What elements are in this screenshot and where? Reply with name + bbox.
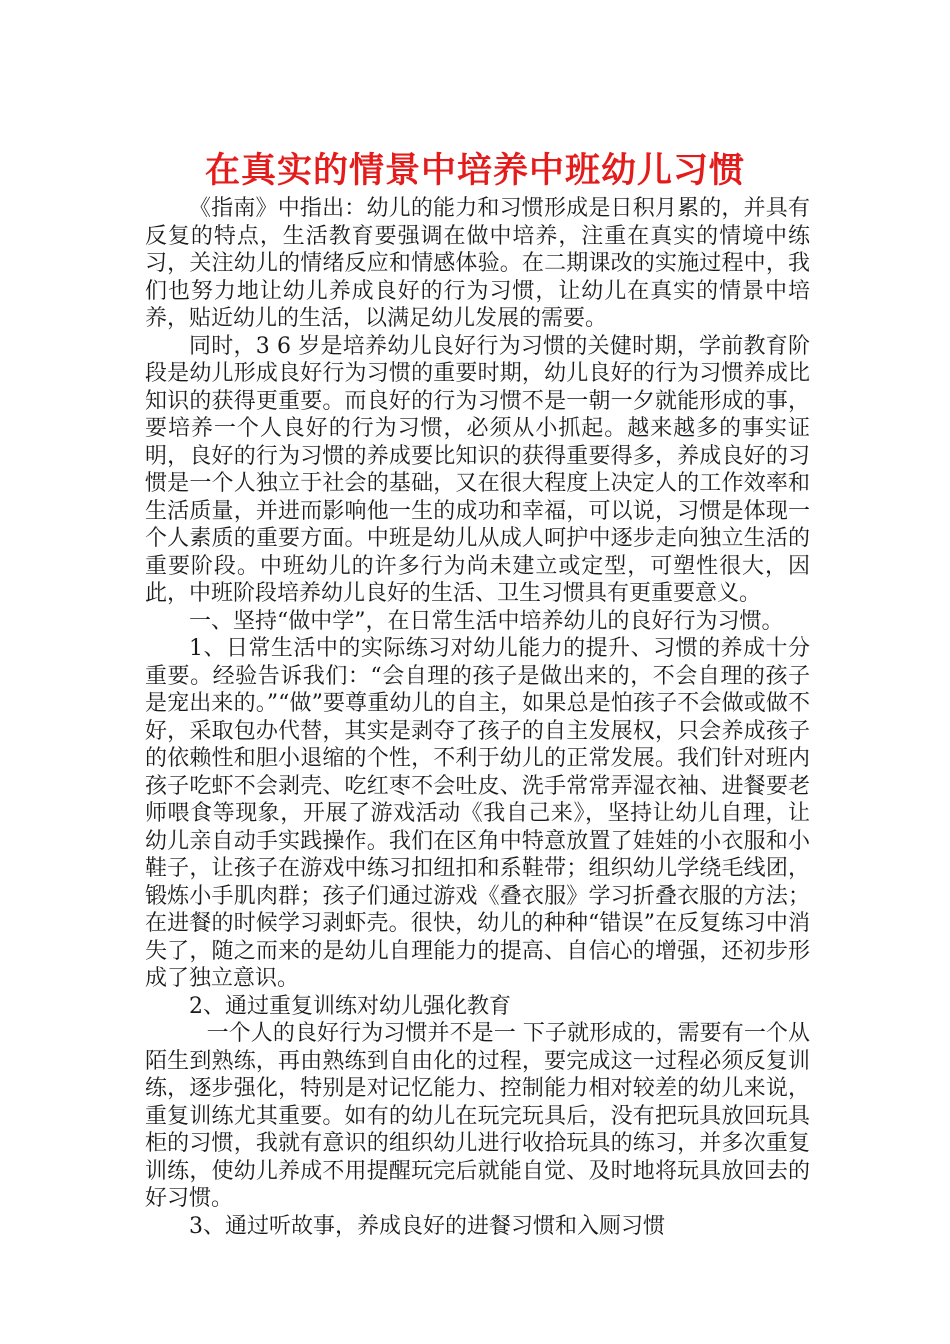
- paragraph-importance: 同时，3 6 岁是培养幼儿良好行为习惯的关健时期，学前教育阶段是幼儿形成良好行为习惯的重要时期，幼儿良好的行为习惯养成比知识的获得更重要。而良好的行为习惯不是一朝一夕就能形成的事，要培养一个人良好的行为习惯，必须从小抓起。越来越多的事实证明，良好的行为习惯的养成要比知识的获得重要得多，养成良好的习惯是一个人独立于社会的基础，又在很大程度上决定人的工作效率和生活质量，并进而影响他一生的成功和幸福，可以说，习惯是体现一个人素质的重要方面。中班是幼儿从成人呵护中逐步走向独立生活的重要阶段。中班幼儿的许多行为尚未建立或定型，可塑性很大，因此，中班阶段培养幼儿良好的生活、卫生习惯具有更重要意义。: [145, 333, 810, 606]
- document-title: 在真实的情景中培养中班幼儿习惯: [204, 150, 745, 191]
- paragraph-intro: 《指南》中指出：幼儿的能力和习惯形成是日积月累的，并具有反复的特点，生活教育要强调在做中培养，注重在真实的情境中练习，关注幼儿的情绪反应和情感体验。在二期课改的实施过程中，我们也努力地让幼儿养成良好的行为习惯，让幼儿在真实的情景中培养，贴近幼儿的生活，以满足幼儿发展的需要。: [145, 196, 810, 331]
- paragraph-repetition: 一个人的良好行为习惯并不是一 下子就形成的，需要有一个从陌生到熟练，再由熟练到自由化的过程，要完成这一过程必须反复训练，逐步强化，特别是对记忆能力、控制能力相对较差的幼儿来说，重复训练尤其重要。如有的幼儿在玩完玩具后，没有把玩具放回玩具柜的习惯，我就有意识的组织幼儿进行收拾玩具的练习，并多次重复训练，使幼儿养成不用提醒玩完后就能自觉、及时地将玩具放回去的好习惯。: [145, 1021, 810, 1211]
- subheading-stories: 3、通过听故事，养成良好的进餐习惯和入厕习惯: [189, 1213, 665, 1239]
- document-body: [145, 195, 810, 1240]
- paragraph-practice: 1、日常生活中的实际练习对幼儿能力的提升、习惯的养成十分重要。经验告诉我们：“会自理的孩子是做出来的，不会自理的孩子是宠出来的。”“做”要尊重幼儿的自主，如果总是怕孩子不会做或做不好，采取包办代替，其实是剥夺了孩子的自主发展权，只会养成孩子的依赖性和胆小退缩的个性，不利于幼儿的正常发展。我们针对班内孩子吃虾不会剥壳、吃红枣不会吐皮、洗手常常弄湿衣袖、进餐要老师喂食等现象，开展了游戏活动《我自己来》，坚持让幼儿自理，让幼儿亲自动手实践操作。我们在区角中特意放置了娃娃的小衣服和小鞋子，让孩子在游戏中练习扣纽扣和系鞋带；组织幼儿学绕毛线团，锻炼小手肌肉群；孩子们通过游戏《叠衣服》学习折叠衣服的方法；在进餐的时候学习剥虾壳。很快，幼儿的种种“错误”在反复练习中消失了，随之而来的是幼儿自理能力的提高、自信心的增强，还初步形成了独立意识。: [145, 636, 810, 991]
- subheading-repetition: 2、通过重复训练对幼儿强化教育: [189, 993, 511, 1019]
- section-heading-1: 一、坚持“做中学”，在日常生活中培养幼儿的良好行为习惯。: [189, 608, 784, 634]
